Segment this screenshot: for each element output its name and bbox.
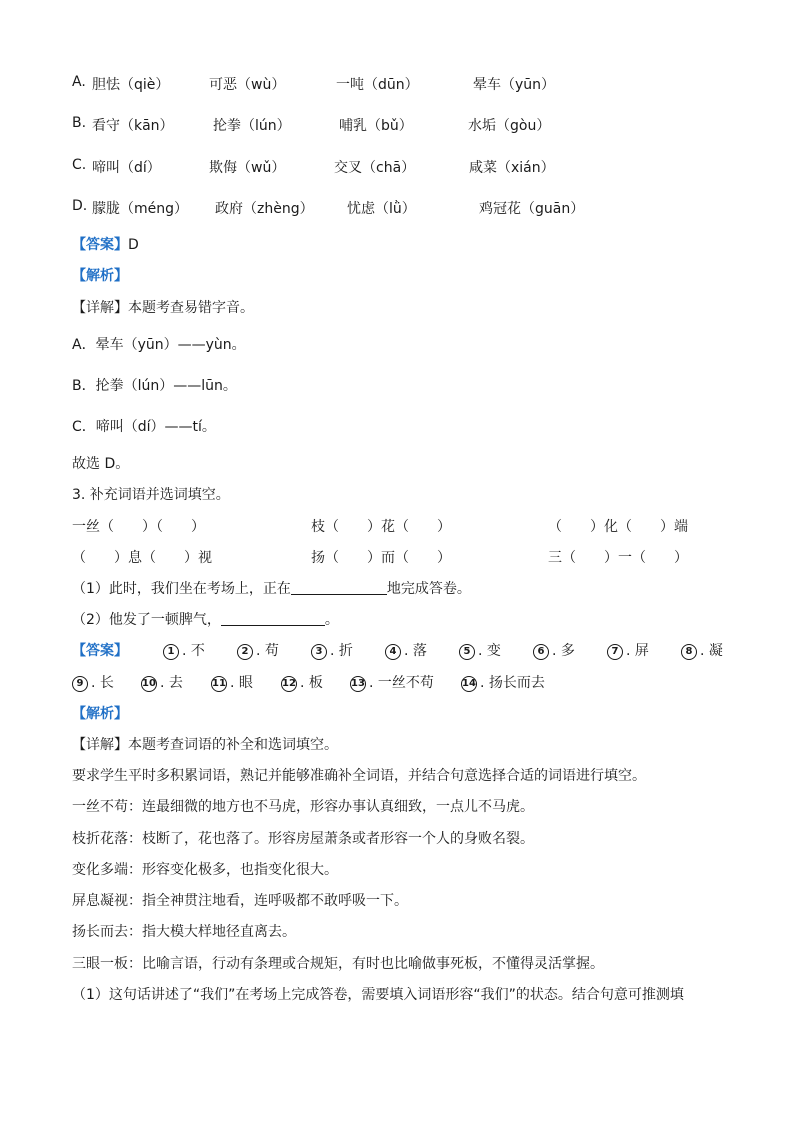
q3-explain-line: 一丝不苟：连最细微的地方也不马虎，形容办事认真细致，一点儿不马虎。 <box>72 799 534 815</box>
answer-item: 4 . 落 <box>385 640 427 660</box>
option-item: 朦胧（méng） <box>92 201 189 217</box>
detail-text: 本题考查词语的补全和选词填空。 <box>128 737 338 753</box>
q3-sentence-1 <box>72 578 471 598</box>
q3-title: 3. 补充词语并选词填空。 <box>72 487 230 503</box>
q3-word-blank: 一丝（ ）（ ） <box>72 519 205 535</box>
q3-word-blank: （ ）化（ ）端 <box>548 519 688 535</box>
q2-conclusion: 故选 D。 <box>72 456 130 472</box>
option-item: 啼叫（dí） <box>92 160 161 176</box>
option-item: 抡拳（lún） <box>213 118 291 134</box>
answer-item: 2 . 苟 <box>237 640 279 660</box>
sentence-text: 。 <box>324 612 339 628</box>
fill-blank <box>221 625 325 626</box>
detail-tag: 【详解】 <box>72 737 128 753</box>
answer-item: 5 . 变 <box>459 640 501 660</box>
option-item: 忧虑（lǜ） <box>347 201 416 217</box>
fill-blank <box>291 594 387 595</box>
q3-detail <box>72 734 338 754</box>
option-item: 可恶（wù） <box>209 77 286 93</box>
answer-item: 9 . 长 <box>72 672 114 692</box>
option-item: 咸菜（xián） <box>469 160 555 176</box>
option-item: 哺乳（bǔ） <box>339 118 413 134</box>
q2-answer <box>72 234 139 254</box>
q3-sentence-2 <box>72 609 339 629</box>
q3-word-blank: 枝（ ）花（ ） <box>311 519 451 535</box>
option-item: 欺侮（wǔ） <box>209 160 286 176</box>
detail-text: 本题考查易错字音。 <box>128 300 254 316</box>
q3-explain-line: 屏息凝视：指全神贯注地看，连呼吸都不敢呼吸一下。 <box>72 893 408 909</box>
q3-analysis-tag: 【解析】 <box>72 706 128 722</box>
option-item: 一吨（dūn） <box>336 77 419 93</box>
option-item: 水垢（gòu） <box>468 118 551 134</box>
option-label: B. <box>72 115 87 131</box>
q3-explain-line: 变化多端：形容变化极多，也指变化很大。 <box>72 862 338 878</box>
q3-explain-line: 扬长而去：指大模大样地径直离去。 <box>72 924 296 940</box>
q2-line-a: A．晕车（yūn）——yùn。 <box>72 337 246 353</box>
answer-item: 12 . 板 <box>282 675 323 691</box>
q3-explain-line: （1）这句话讲述了“我们”在考场上完成答卷，需要填入词语形容“我们”的状态。结合句意可推测填 <box>72 987 684 1003</box>
q3-explain-line: 枝折花落：枝断了，花也落了。形容房屋萧条或者形容一个人的身败名裂。 <box>72 831 534 847</box>
answer-item: 8 . 凝 <box>681 640 723 660</box>
sentence-text: 地完成答卷。 <box>386 581 471 597</box>
option-item: 鸡冠花（guān） <box>479 201 585 217</box>
answer-tag: 【答案】 <box>72 237 128 253</box>
option-item: 胆怯（qiè） <box>92 77 170 93</box>
answer-item: 6 . 多 <box>533 640 575 660</box>
answer-item: 14 . 扬长而去 <box>462 675 545 691</box>
option-item: 政府（zhèng） <box>215 201 314 217</box>
answer-value: D <box>128 237 139 253</box>
q3-explain-line: 要求学生平时多积累词语，熟记并能够准确补全词语，并结合句意选择合适的词语进行填空。 <box>72 768 646 784</box>
answer-item: 1 . 不 <box>163 640 205 660</box>
answer-item: 10 . 去 <box>142 675 183 691</box>
answer-item: 13 . 一丝不苟 <box>351 675 434 691</box>
sentence-text: （2）他发了一顿脾气， <box>72 612 221 628</box>
q2-line-b: B．抡拳（lún）——lūn。 <box>72 378 237 394</box>
answer-item: 11 . 眼 <box>212 675 253 691</box>
q3-word-blank: （ ）息（ ）视 <box>72 550 212 566</box>
option-item: 晕车（yūn） <box>473 77 556 93</box>
option-label: C. <box>72 157 87 173</box>
q2-detail <box>72 297 254 317</box>
sentence-text: （1）此时，我们坐在考场上，正在 <box>72 581 291 597</box>
q2-line-c: C．啼叫（dí）——tí。 <box>72 419 216 435</box>
option-label: A. <box>72 74 86 90</box>
q3-word-blank: 三（ ）一（ ） <box>548 550 688 566</box>
answer-item: 3 . 折 <box>311 640 353 660</box>
option-item: 看守（kān） <box>92 118 174 134</box>
answer-item: 7 . 屏 <box>607 640 649 660</box>
detail-tag: 【详解】 <box>72 300 128 316</box>
option-item: 交叉（chā） <box>334 160 416 176</box>
q3-answer-tag: 【答案】 <box>72 643 128 659</box>
q3-explain-line: 三眼一板：比喻言语，行动有条理或合规矩，有时也比喻做事死板，不懂得灵活掌握。 <box>72 956 604 972</box>
option-label: D. <box>72 198 88 214</box>
q3-word-blank: 扬（ ）而（ ） <box>311 550 451 566</box>
q2-analysis-tag: 【解析】 <box>72 268 128 284</box>
